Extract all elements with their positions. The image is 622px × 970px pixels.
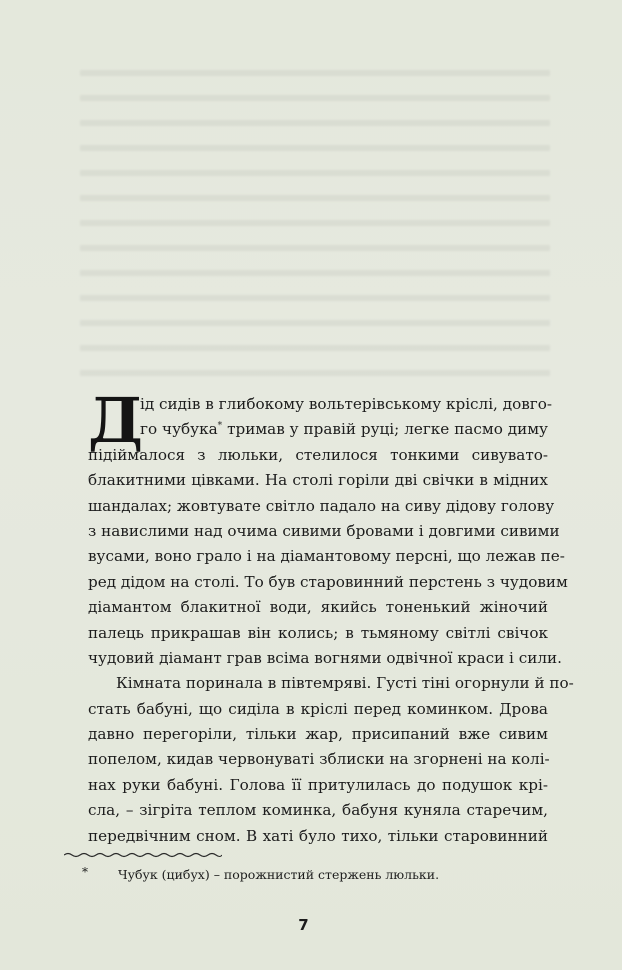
text-line: попелом, кидав червонуваті зблиски на згорнені на колі- xyxy=(88,750,550,769)
text-line: вусами, воно грало і на діамантовому персні, що лежав пе- xyxy=(88,547,565,566)
footnote-ref: * xyxy=(217,421,223,432)
text-line: чудовий діамант грав всіма вогнями одвічної краси і сили. xyxy=(88,648,562,667)
main-text xyxy=(88,384,574,849)
show-through-text xyxy=(80,70,550,390)
text-line: ред дідом на столі. То був старовинний перстень з чудовим xyxy=(88,572,568,591)
text-line: Кімната поринала в півтемряві. Густі тіні огорнули й по- xyxy=(116,674,574,693)
page-number: 7 xyxy=(298,916,309,934)
footnote xyxy=(82,864,502,883)
footnote-text: Чубук (цибух) – порожнистий стержень люльки. xyxy=(118,867,440,882)
text-line: підіймалося з люльки, стелилося тонкими сивувато- xyxy=(88,445,548,464)
footnote-separator xyxy=(64,852,222,858)
text-line: передвічним сном. В хаті було тихо, тільки старовинний xyxy=(88,826,548,845)
text-line: з навислими над очима сивими бровами і довгими сивими xyxy=(88,521,560,540)
text-line: го чубука* тримав у правій руці; легке пасмо диму xyxy=(140,420,548,439)
text-line: палець прикрашав він колись; в тьмяному світлі свічок xyxy=(88,623,548,642)
text-line: шандалах; жовтувате світло падало на сиву дідову голову xyxy=(88,496,555,515)
text-line: сла, – зігріта теплом коминка, бабуня куняла старечим, xyxy=(88,801,548,820)
text-line: блакитними цівками. На столі горіли дві свічки в мідних xyxy=(88,471,548,490)
drop-cap: Д xyxy=(88,384,144,457)
text-line: давно перегоріли, тільки жар, присипаний вже сивим xyxy=(88,725,548,744)
text-line: нах руки бабуні. Голова її притулилась до подушок крі- xyxy=(88,775,548,794)
text-line: діамантом блакитної води, якийсь тоненький жіночий xyxy=(88,598,548,617)
text-line: стать бабуні, що сиділа в кріслі перед коминком. Дрова xyxy=(88,699,548,718)
text-line: ід сидів в глибокому вольтерівському кріслі, довго- xyxy=(140,395,552,413)
footnote-marker: * xyxy=(82,865,88,879)
